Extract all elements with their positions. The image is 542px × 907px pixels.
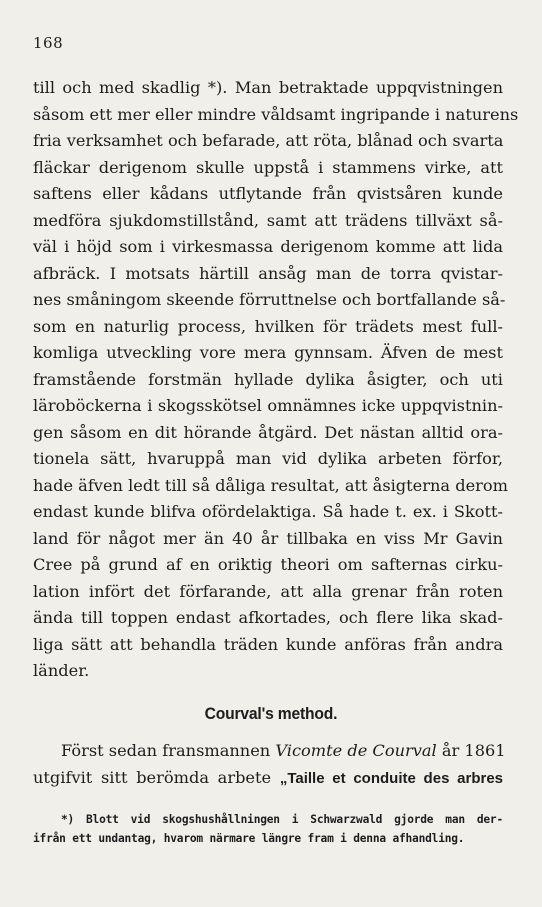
section-heading: Courval's method. <box>204 704 338 723</box>
text-line: komliga utveckling vore mera gynnsam. Äfven de mest <box>33 343 503 362</box>
text-run: år 1861 <box>436 741 506 760</box>
text-line: fläckar derigenom skulle uppstå i stammens virke, att <box>33 157 503 177</box>
footnote <box>33 810 503 848</box>
text-line: framstående forstmän hyllade dylika åsigter, och uti <box>33 369 503 389</box>
text-line: ända till toppen endast afkortades, och flere lika skad- <box>33 608 503 627</box>
main-paragraph <box>33 75 519 685</box>
book-title: „Taille et conduite des arbres <box>279 769 503 787</box>
text-line: länder. <box>33 661 90 680</box>
footnote-line: ifrån ett undantag, hvarom närmare längre fram i denna afhandling. <box>33 832 465 845</box>
text-line: afbräck. I motsats härtill ansåg man de torra qvistar- <box>33 263 503 283</box>
text-line: såsom ett mer eller mindre våldsamt ingripande i naturens <box>33 104 519 124</box>
text-line: hade äfven ledt till så dåliga resultat, att åsigterna derom <box>33 475 508 495</box>
text-line: tionela sätt, hvaruppå man vid dylika arbeten förfor, <box>33 449 503 468</box>
text-line: saftens eller kådans utflytande från qvistsåren kunde <box>33 184 503 203</box>
text-run: utgifvit sitt berömda arbete <box>33 767 280 787</box>
text-line: läroböckerna i skogsskötsel omnämnes icke uppqvistnin- <box>33 396 503 415</box>
italic-name: Vicomte de Courval <box>275 741 437 760</box>
text-line: endast kunde blifva ofördelaktiga. Så hade t. ex. i Skott- <box>33 502 503 521</box>
text-line: land för något mer än 40 år tillbaka en viss Mr Gavin <box>33 528 503 548</box>
text-line: som en naturlig process, hvilken för trädets mest full- <box>33 316 503 336</box>
text-run: Först sedan fransmannen <box>61 741 276 760</box>
page-number: 168 <box>33 34 64 52</box>
text-line: liga sätt att behandla träden kunde anföras från andra <box>33 634 503 654</box>
text-line <box>33 738 506 765</box>
text-line: nes småningom skeende förruttnelse och bortfallande så- <box>33 290 506 309</box>
text-line: medföra sjukdomstillstånd, samt att trädens tillväxt så- <box>33 210 503 230</box>
text-line: väl i höjd som i virkesmassa derigenom komme att lida <box>33 237 503 256</box>
text-line <box>33 765 503 792</box>
text-line: lation infört det förfarande, att alla grenar från roten <box>33 581 503 601</box>
text-line: gen såsom en dit hörande åtgärd. Det nästan alltid ora- <box>33 422 503 442</box>
footnote-line: *) Blott vid skogshushållningen i Schwarzwald gjorde man der- <box>61 813 503 826</box>
text-line: Cree på grund af en oriktig theori om safternas cirku- <box>33 555 503 574</box>
section-paragraph <box>33 738 506 791</box>
text-line: till och med skadlig *). Man betraktade uppqvistningen <box>33 78 503 97</box>
text-line: fria verksamhet och befarade, att röta, blånad och svarta <box>33 131 504 150</box>
